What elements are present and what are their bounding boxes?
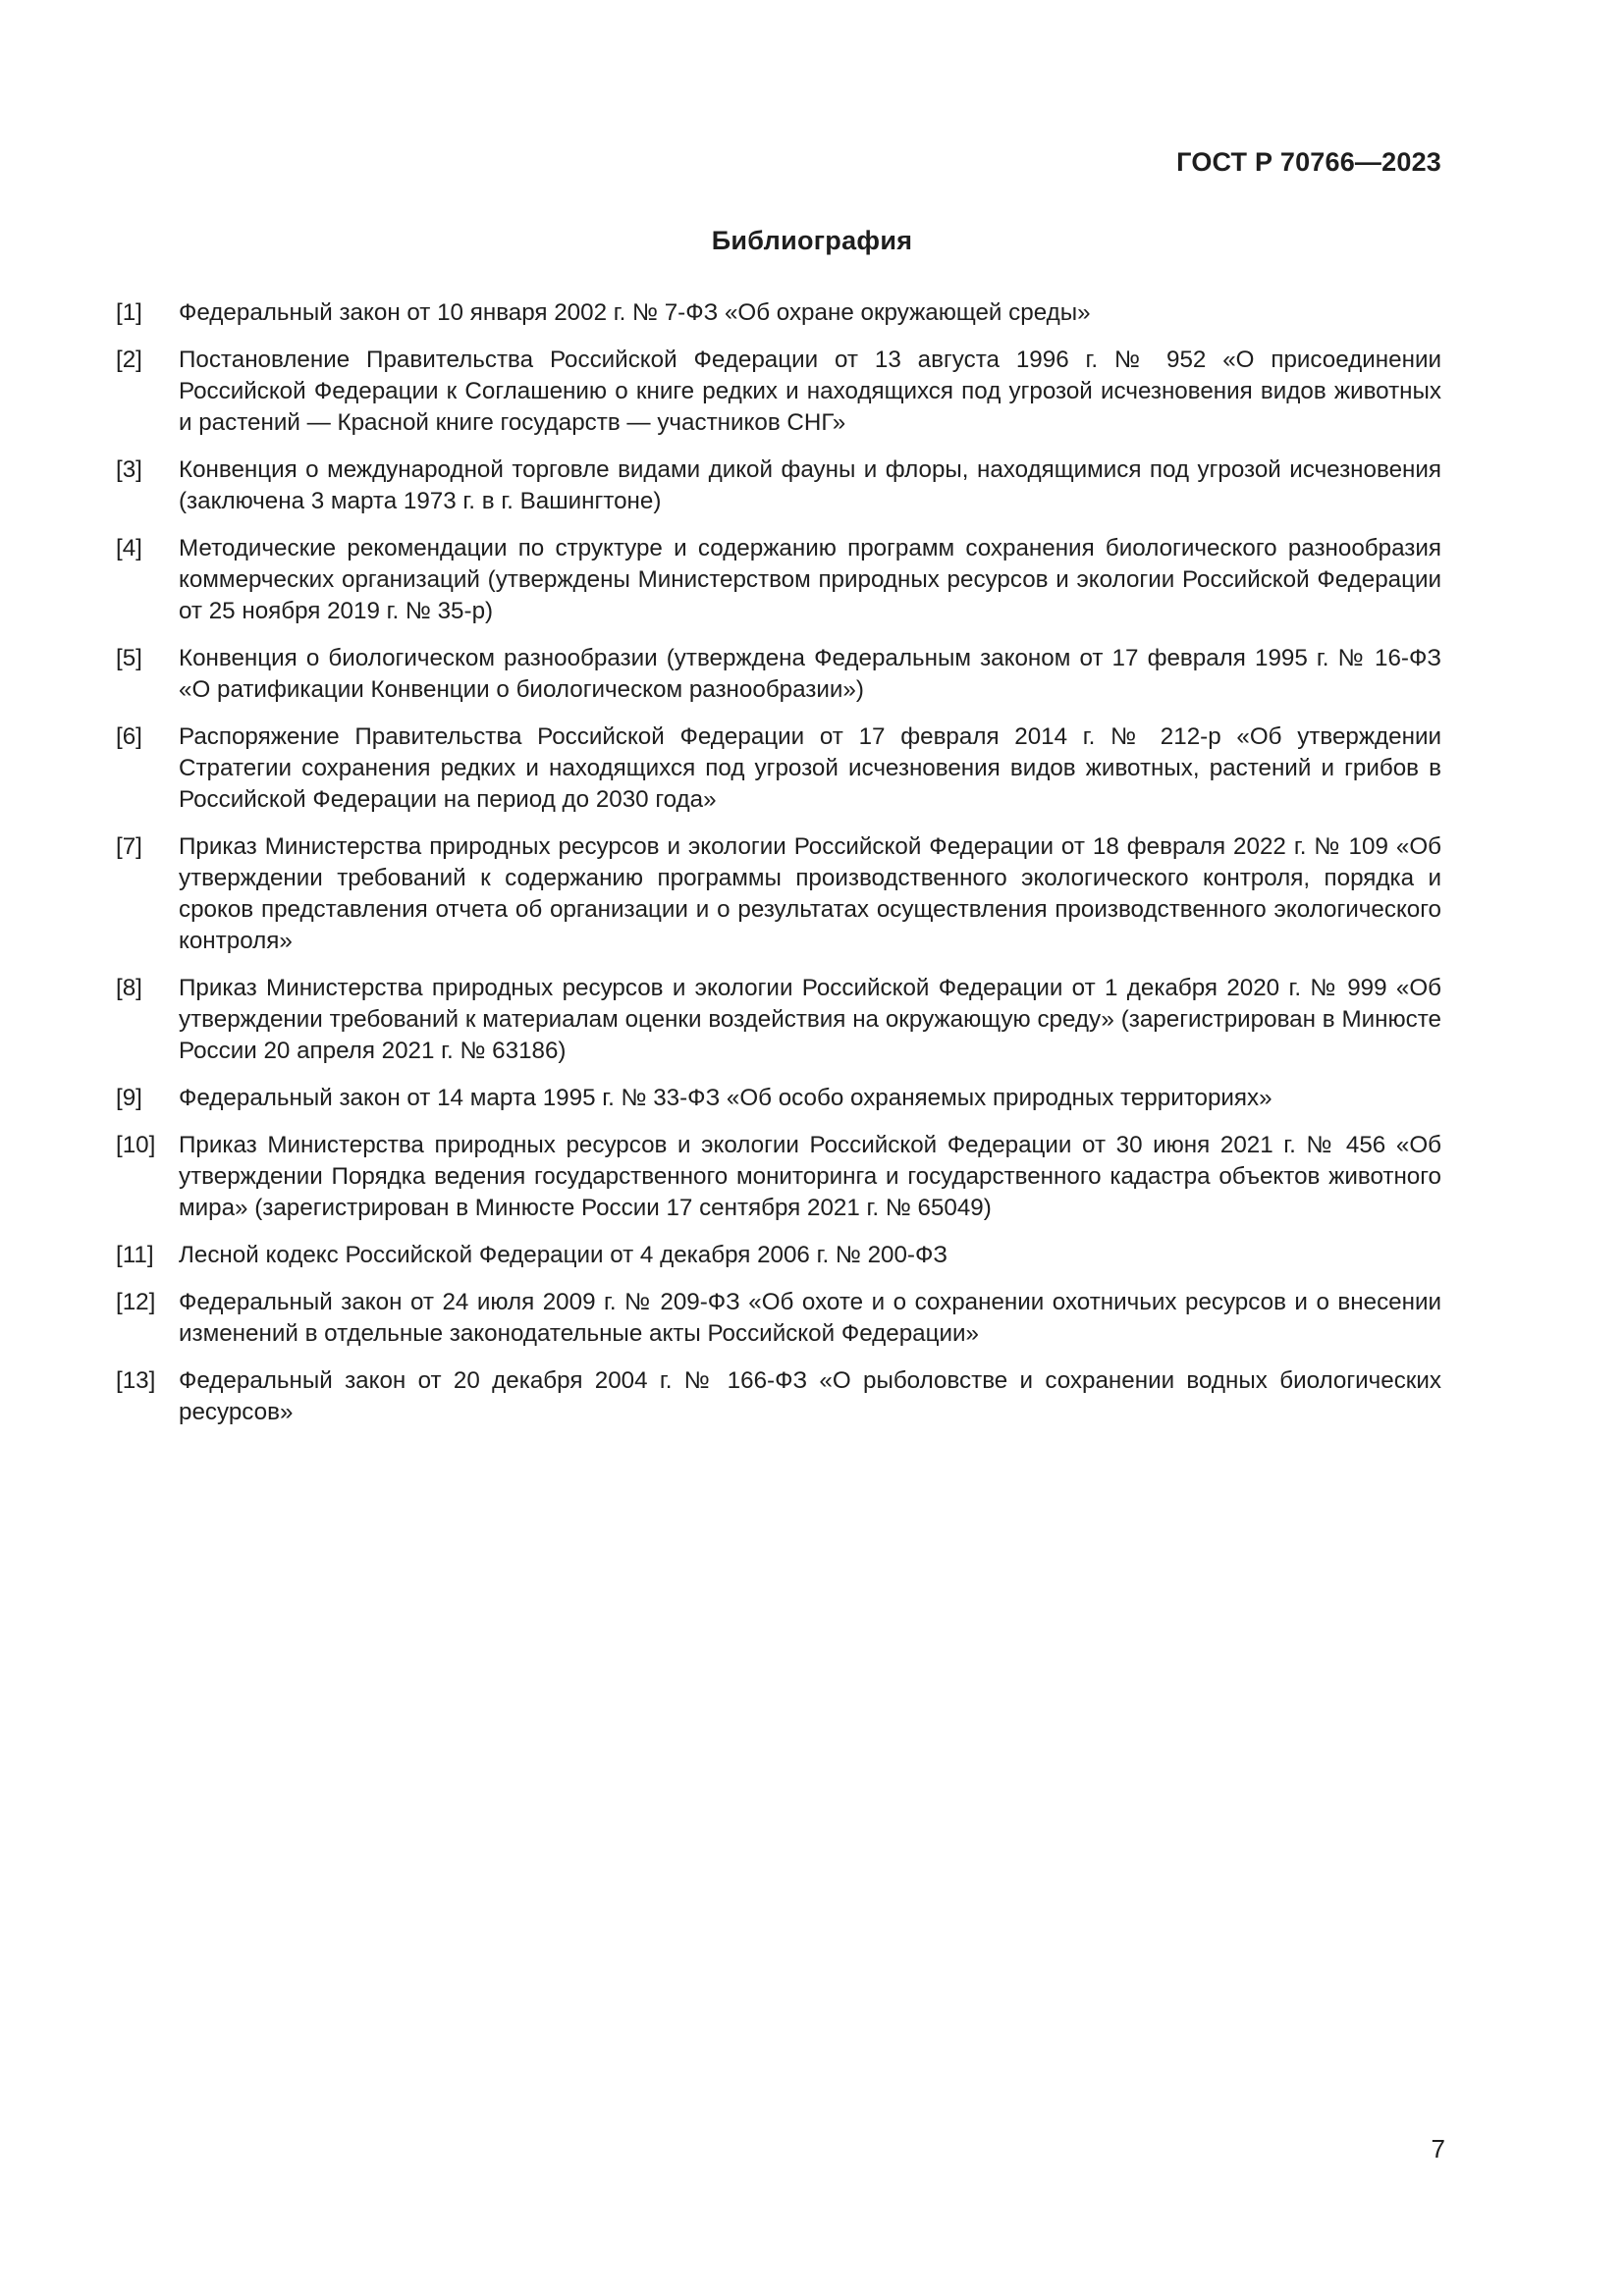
entry-text: Приказ Министерства природных ресурсов и экологии Российской Федерации от 18 февраля 2022 г. № 109 «Об утверждении требований к содержанию программы производственного экологического контроля, порядка и сроков представления отчета об организации и о результатах осуществления производственного экологического контроля» [179,833,1441,954]
bibliography-entry [116,721,1441,816]
bibliography-entry [116,1240,1441,1271]
entry-text: Федеральный закон от 20 декабря 2004 г. № 166-ФЗ «О рыболовстве и сохранении водных биологических ресурсов» [179,1367,1441,1425]
bibliography-entry [116,1083,1441,1114]
entry-number: [11] [116,1242,154,1268]
entry-number: [7] [116,833,142,860]
entry-number: [1] [116,299,142,326]
bibliography-entry [116,345,1441,439]
section-title: Библиография [711,226,913,255]
bibliography-entry [116,1365,1441,1428]
entry-text: Конвенция о международной торговле видами дикой фауны и флоры, находящимися под угрозой исчезновения (заключена 3 марта 1973 г. в г. Вашингтоне) [179,456,1441,514]
entry-text: Конвенция о биологическом разнообразии (утверждена Федеральным законом от 17 февраля 1995 г. № 16-ФЗ «О ратификации Конвенции о биологическом разнообразии») [179,645,1441,703]
entry-number: [5] [116,645,142,671]
entry-number: [13] [116,1367,156,1394]
entry-text: Лесной кодекс Российской Федерации от 4 декабря 2006 г. № 200-ФЗ [179,1242,947,1268]
bibliography-entry [116,297,1441,329]
entry-text: Приказ Министерства природных ресурсов и экологии Российской Федерации от 30 июня 2021 г. № 456 «Об утверждении Порядка ведения государственного мониторинга и государственного кадастра объектов животного мира» (зарегистрирован в Минюсте России 17 сентября 2021 г. № 65049) [179,1132,1441,1221]
entry-number: [6] [116,723,142,750]
bibliography-entry [116,454,1441,517]
entry-number: [3] [116,456,142,483]
page-number: 7 [1431,2134,1445,2163]
entry-text: Федеральный закон от 10 января 2002 г. № 7-ФЗ «Об охране окружающей среды» [179,299,1091,326]
entry-text: Распоряжение Правительства Российской Федерации от 17 февраля 2014 г. № 212-р «Об утверждении Стратегии сохранения редких и находящихся под угрозой исчезновения видов животных, растений и грибов в Российской Федерации на период до 2030 года» [179,723,1441,813]
entry-number: [4] [116,535,142,561]
bibliography-entry [116,973,1441,1067]
entry-text: Методические рекомендации по структуре и содержанию программ сохранения биологического разнообразия коммерческих организаций (утверждены Министерством природных ресурсов и экологии Российской Федерации от 25 ноября 2019 г. № 35-р) [179,535,1441,624]
document-code: ГОСТ Р 70766—2023 [1176,147,1441,177]
entry-text: Федеральный закон от 24 июля 2009 г. № 209-ФЗ «Об охоте и о сохранении охотничьих ресурсов и о внесении изменений в отдельные законодательные акты Российской Федерации» [179,1289,1441,1347]
bibliography-entry [116,1287,1441,1350]
entry-number: [2] [116,347,142,373]
bibliography-list [116,297,1441,1444]
bibliography-entry [116,831,1441,957]
entry-number: [8] [116,975,142,1001]
entry-number: [9] [116,1085,142,1111]
entry-number: [12] [116,1289,156,1315]
bibliography-entry [116,643,1441,706]
entry-text: Приказ Министерства природных ресурсов и экологии Российской Федерации от 1 декабря 2020 г. № 999 «Об утверждении требований к материалам оценки воздействия на окружающую среду» (зарегистрирован в Минюсте России 20 апреля 2021 г. № 63186) [179,975,1441,1064]
bibliography-entry [116,533,1441,627]
entry-text: Федеральный закон от 14 марта 1995 г. № 33-ФЗ «Об особо охраняемых природных территориях» [179,1085,1272,1111]
entry-number: [10] [116,1132,156,1158]
bibliography-entry [116,1130,1441,1224]
entry-text: Постановление Правительства Российской Федерации от 13 августа 1996 г. № 952 «О присоединении Российской Федерации к Соглашению о книге редких и находящихся под угрозой исчезновения видов животных и растений — Красной книге государств — участников СНГ» [179,347,1441,436]
